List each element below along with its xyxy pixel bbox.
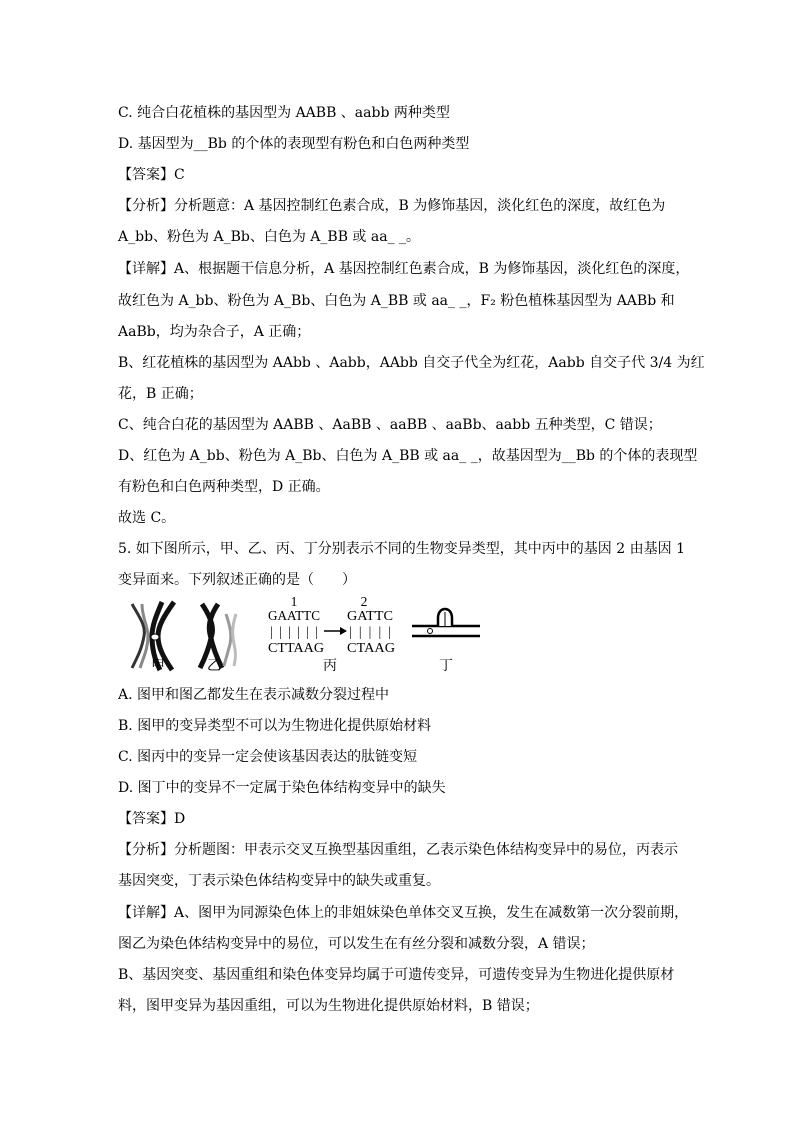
prev-option-d: D. 基因型为__Bb 的个体的表现型有粉色和白色两种类型 bbox=[118, 136, 470, 152]
seq-top-after: GATTC bbox=[347, 608, 393, 623]
chromosome-ding-icon bbox=[412, 609, 480, 636]
q5-stem-line-1: 5. 如下图所示，甲、乙、丙、丁分别表示不同的生物变异类型，其中丙中的基因 2 由基因 1 bbox=[118, 541, 685, 557]
label-jia: 甲 bbox=[151, 658, 165, 674]
seq-bottom-before: CTTAAG bbox=[268, 640, 325, 655]
prev-detail-line-1: 【详解】A、根据题干信息分析，A 基因控制红色素合成，B 为修饰基因，淡化红色的深度， bbox=[118, 261, 690, 277]
prev-detail-line-5: 花，B 正确； bbox=[118, 386, 203, 402]
q5-option-b: B. 图甲的变异类型不可以为生物进化提供原始材料 bbox=[118, 718, 432, 734]
prev-detail-line-2: 故红色为 A_bb、粉色为 A_Bb、白色为 A_BB 或 aa_ _，F₂ 粉色植株基因型为 AABb 和 bbox=[118, 293, 675, 309]
gene-2-label: 2 bbox=[360, 596, 368, 609]
seq-top-before: GAATTC bbox=[268, 608, 320, 623]
label-bing: 丙 bbox=[323, 658, 337, 674]
q5-answer: 【答案】D bbox=[118, 811, 186, 827]
prev-detail-line-8: 有粉色和白色两种类型，D 正确。 bbox=[118, 479, 330, 495]
q5-detail-line-1: 【详解】A、图甲为同源染色体上的非姐妹染色单体交叉互换，发生在减数第一次分裂前期， bbox=[118, 905, 689, 921]
prev-detail-line-4: B、红花植株的基因型为 AAbb 、Aabb，AAbb 自交子代全为红花，Aabb 自交子代 3/4 为红 bbox=[118, 355, 705, 371]
prev-conclusion: 故选 C。 bbox=[118, 510, 176, 526]
gene-1-label: 1 bbox=[290, 596, 298, 609]
prev-detail-line-3: AaBb，均为杂合子，A 正确； bbox=[118, 324, 311, 340]
prev-analysis-line-2: A_bb、粉色为 A_Bb、白色为 A_BB 或 aa_ _。 bbox=[118, 229, 421, 245]
q5-detail-line-2: 图乙为染色体结构变异中的易位，可以发生在有丝分裂和减数分裂，A 错误； bbox=[118, 936, 595, 952]
prev-detail-line-7: D、红色为 A_bb、粉色为 A_Bb、白色为 A_BB 或 aa_ _，故基因型为__Bb 的个体的表现型 bbox=[118, 448, 698, 464]
q5-analysis-line-2: 基因突变，丁表示染色体结构变异中的缺失或重复。 bbox=[118, 873, 440, 889]
q5-figure bbox=[118, 596, 498, 674]
arrow-icon bbox=[324, 627, 347, 635]
prev-option-c: C. 纯合白花植株的基因型为 AABB 、aabb 两种类型 bbox=[118, 105, 450, 121]
seq-bottom-after: CTAAG bbox=[347, 640, 396, 655]
label-yi: 乙 bbox=[207, 658, 221, 674]
q5-analysis-line-1: 【分析】分析题图：甲表示交叉互换型基因重组，乙表示染色体结构变异中的易位，丙表示 bbox=[118, 842, 678, 858]
prev-analysis-line-1: 【分析】分析题意：A 基因控制红色素合成，B 为修饰基因，淡化红色的深度，故红色为 bbox=[118, 198, 666, 214]
q5-detail-line-3: B、基因突变、基因重组和染色体变异均属于可遗传变异，可遗传变异为生物进化提供原材 bbox=[118, 967, 675, 983]
prev-detail-line-6: C、纯合白花的基因型为 AABB 、AaBB 、aaBB 、aaBb、aabb 五种类型，C 错误； bbox=[118, 417, 662, 433]
prev-answer: 【答案】C bbox=[118, 167, 185, 183]
q5-option-c: C. 图丙中的变异一定会使该基因表达的肽链变短 bbox=[118, 749, 418, 765]
bonds-after: ||||| bbox=[349, 624, 391, 639]
label-ding: 丁 bbox=[439, 658, 453, 674]
q5-stem-line-2: 变异面来。下列叙述正确的是（ ） bbox=[118, 572, 356, 588]
q5-detail-line-4: 料，图甲变异为基因重组，可以为生物进化提供原始材料，B 错误； bbox=[118, 998, 539, 1014]
bonds-before: |||||| bbox=[270, 624, 318, 639]
gene-mutation-diagram bbox=[268, 596, 395, 655]
q5-option-a: A. 图甲和图乙都发生在表示减数分裂过程中 bbox=[118, 687, 390, 703]
q5-option-d: D. 图丁中的变异不一定属于染色体结构变异中的缺失 bbox=[118, 780, 446, 796]
